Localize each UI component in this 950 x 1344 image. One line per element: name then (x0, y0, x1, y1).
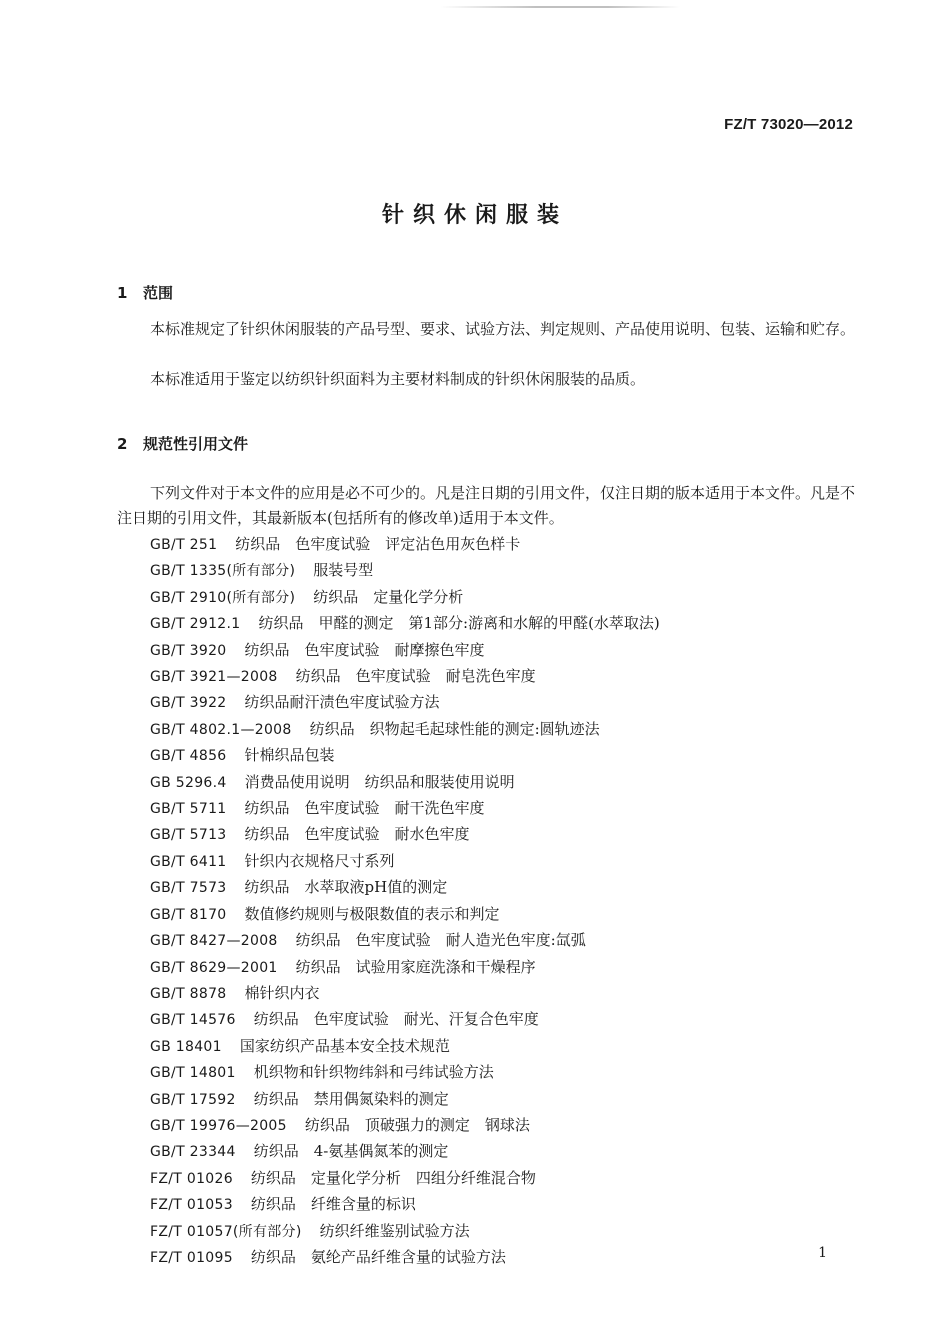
reference-title: 纺织品 定量化学分析 (313, 587, 464, 606)
reference-title: 纺织品 色牢度试验 耐摩擦色牢度 (244, 640, 485, 659)
reference-code: GB/T 8629—2001 (150, 959, 278, 976)
reference-code: GB/T 1335(所有部分) (150, 563, 296, 580)
reference-title: 机织物和针织物纬斜和弓纬试验方法 (253, 1063, 494, 1082)
reference-title: 纺织品 色牢度试验 耐人造光色牢度:氙弧 (295, 931, 586, 950)
page-number: 1 (818, 1245, 827, 1261)
reference-item (150, 796, 660, 822)
reference-code: GB/T 3920 (150, 642, 227, 659)
reference-title: 纺织品 纤维含量的标识 (250, 1195, 416, 1214)
reference-code: GB/T 2910(所有部分) (150, 589, 296, 606)
reference-item (150, 1219, 660, 1245)
reference-code: GB/T 251 (150, 537, 218, 553)
section-heading-normative-references (117, 433, 248, 454)
reference-code: GB/T 6411 (150, 853, 227, 870)
reference-item (150, 822, 660, 848)
reference-item (150, 928, 660, 954)
reference-item (150, 1007, 660, 1033)
references-intro-paragraph: 下列文件对于本文件的应用是必不可少的。凡是注日期的引用文件，仅注日期的版本适用于本文件。凡是不注日期的引用文件，其最新版本(包括所有的修改单)适用于本文件。 (117, 484, 856, 527)
reference-code: GB/T 4856 (150, 748, 227, 765)
reference-title: 纺织品 织物起毛起球性能的测定:圆轨迹法 (309, 719, 600, 738)
reference-code: GB/T 19976—2005 (150, 1117, 287, 1134)
reference-code: GB/T 5713 (150, 827, 227, 844)
reference-code: GB 5296.4 (150, 774, 227, 791)
reference-item (150, 1192, 660, 1218)
reference-item (150, 981, 660, 1007)
reference-item (150, 1113, 660, 1139)
reference-title: 纺织品 色牢度试验 耐皂洗色牢度 (295, 667, 536, 686)
reference-item (150, 585, 660, 611)
reference-title: 数值修约规则与极限数值的表示和判定 (244, 904, 500, 923)
reference-code: FZ/T 01053 (150, 1197, 233, 1214)
section-number: 2 (117, 435, 128, 453)
reference-title: 纺织品 4-氨基偶氮苯的测定 (253, 1142, 449, 1161)
section-number: 1 (117, 284, 128, 302)
reference-code: GB/T 4802.1—2008 (150, 721, 292, 738)
reference-title: 纺织品 氨纶产品纤维含量的试验方法 (250, 1247, 506, 1266)
reference-item (150, 1087, 660, 1113)
reference-title: 服装号型 (313, 561, 374, 580)
reference-title: 纺织品 禁用偶氮染料的测定 (253, 1089, 449, 1108)
reference-item (150, 638, 660, 664)
reference-title: 纺织品 甲醛的测定 第1部分:游离和水解的甲醛(水萃取法) (258, 614, 660, 633)
reference-code: GB/T 3921—2008 (150, 669, 278, 686)
reference-item (150, 1034, 660, 1060)
reference-item (150, 955, 660, 981)
reference-item (150, 1139, 660, 1165)
reference-title: 针织内衣规格尺寸系列 (244, 851, 395, 870)
reference-title: 棉针织内衣 (244, 983, 320, 1002)
reference-title: 纺织品 顶破强力的测定 钢球法 (304, 1115, 530, 1134)
reference-list (150, 532, 660, 1271)
reference-code: GB/T 7573 (150, 880, 227, 897)
reference-title: 针棉织品包装 (244, 746, 335, 765)
reference-item (150, 743, 660, 769)
reference-item (150, 1166, 660, 1192)
scope-paragraph-1: 本标准规定了针织休闲服装的产品号型、要求、试验方法、判定规则、产品使用说明、包装、运输和贮存。 (150, 320, 856, 338)
section-title: 范围 (143, 284, 174, 302)
reference-title: 消费品使用说明 纺织品和服装使用说明 (244, 772, 515, 791)
reference-title: 纺织品 色牢度试验 耐干洗色牢度 (244, 799, 485, 818)
reference-item (150, 611, 660, 637)
reference-item (150, 664, 660, 690)
reference-item (150, 770, 660, 796)
standard-number: FZ/T 73020—2012 (724, 116, 853, 133)
reference-code: GB/T 3922 (150, 695, 227, 712)
reference-code: GB/T 14576 (150, 1012, 236, 1029)
reference-code: GB/T 8427—2008 (150, 933, 278, 950)
document-title: 针织休闲服装 (381, 203, 568, 228)
reference-item (150, 902, 660, 928)
reference-title: 纺织品 色牢度试验 耐水色牢度 (244, 825, 470, 844)
section-heading-scope (117, 282, 173, 303)
reference-item (150, 1245, 660, 1271)
reference-code: FZ/T 01057(所有部分) (150, 1223, 302, 1240)
reference-item (150, 558, 660, 584)
reference-item (150, 717, 660, 743)
reference-title: 纺织品 色牢度试验 评定沾色用灰色样卡 (235, 535, 521, 553)
reference-code: GB/T 5711 (150, 801, 227, 818)
reference-title: 纺织纤维鉴别试验方法 (319, 1221, 470, 1240)
reference-title: 国家纺织产品基本安全技术规范 (239, 1036, 450, 1055)
reference-code: GB/T 14801 (150, 1065, 236, 1082)
reference-code: FZ/T 01026 (150, 1170, 233, 1187)
section-title: 规范性引用文件 (143, 435, 249, 453)
reference-item (150, 875, 660, 901)
reference-title: 纺织品 试验用家庭洗涤和干燥程序 (295, 957, 536, 976)
reference-code: GB/T 2912.1 (150, 616, 241, 633)
reference-title: 纺织品 定量化学分析 四组分纤维混合物 (250, 1168, 536, 1187)
reference-item (150, 690, 660, 716)
reference-code: FZ/T 01095 (150, 1249, 233, 1266)
reference-title: 纺织品 色牢度试验 耐光、汗复合色牢度 (253, 1010, 539, 1029)
reference-title: 纺织品 水萃取液pH值的测定 (244, 878, 448, 897)
reference-code: GB/T 8878 (150, 985, 227, 1002)
reference-item (150, 532, 660, 558)
reference-title: 纺织品耐汗渍色牢度试验方法 (244, 693, 440, 712)
reference-code: GB/T 17592 (150, 1091, 236, 1108)
reference-code: GB/T 23344 (150, 1144, 236, 1161)
reference-item (150, 849, 660, 875)
reference-code: GB/T 8170 (150, 906, 227, 923)
reference-item (150, 1060, 660, 1086)
scope-paragraph-2: 本标准适用于鉴定以纺织针织面料为主要材料制成的针织休闲服装的品质。 (150, 370, 646, 388)
reference-code: GB 18401 (150, 1038, 222, 1055)
scan-artifact-line (440, 6, 680, 8)
